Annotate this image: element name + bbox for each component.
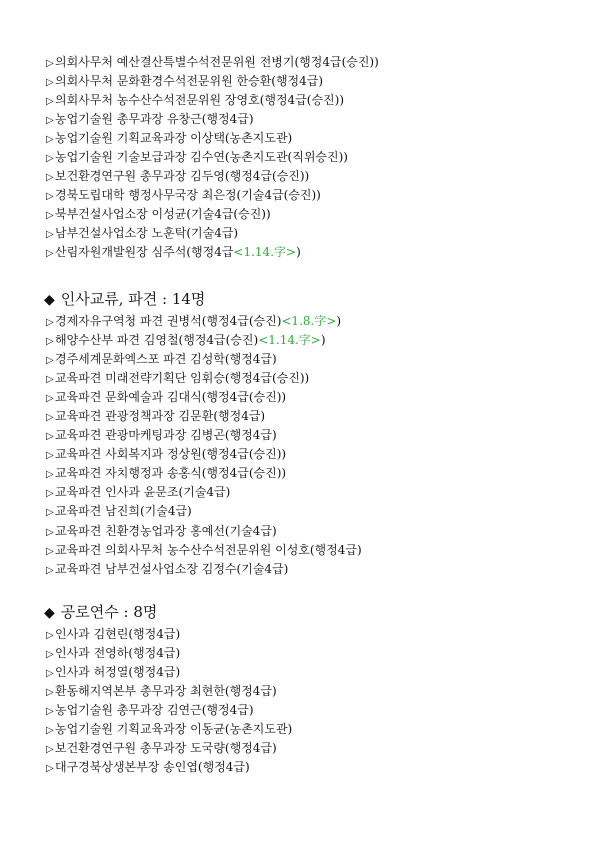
list-item-text: 인사과 전영하(행정4급) bbox=[55, 646, 181, 661]
triangle-bullet-icon: ▷ bbox=[46, 355, 54, 367]
list-item-text: 산림자원개발원장 심주석(행정4급 bbox=[55, 245, 234, 260]
list-item-text: 교육파견 인사과 윤문조(기술4급) bbox=[55, 485, 231, 500]
list-item-text: 인사과 김현린(행정4급) bbox=[55, 627, 181, 641]
list-item bbox=[46, 332, 362, 348]
triangle-bullet-icon: ▷ bbox=[46, 191, 54, 203]
triangle-bullet-icon: ▷ bbox=[46, 248, 54, 260]
list-item bbox=[46, 225, 379, 241]
triangle-bullet-icon: ▷ bbox=[46, 630, 54, 641]
list-item bbox=[46, 130, 379, 146]
list-item bbox=[46, 561, 362, 577]
personnel-list-promotions bbox=[46, 54, 379, 264]
list-item-text: 농업기술원 기술보급과장 김수연(농촌지도관(직위승진)) bbox=[55, 150, 348, 165]
list-item-text: 교육파견 자치행정과 송홍식(행정4급(승진)) bbox=[55, 466, 287, 481]
list-item bbox=[46, 740, 292, 756]
section-heading-retire bbox=[44, 601, 157, 622]
list-item bbox=[46, 389, 362, 405]
list-item bbox=[46, 503, 362, 519]
list-item-text: 경제자유구역청 파견 권병석(행정4급(승진) bbox=[55, 314, 282, 328]
date-note: <1.14.字> bbox=[233, 245, 297, 260]
triangle-bullet-icon: ▷ bbox=[46, 134, 54, 146]
triangle-bullet-icon: ▷ bbox=[46, 706, 54, 718]
list-item bbox=[46, 149, 379, 165]
personnel-list-exchange bbox=[46, 313, 362, 580]
list-item-text: 북부건설사업소장 이성균(기술4급(승진)) bbox=[55, 207, 271, 222]
list-item bbox=[46, 759, 292, 775]
list-item-text: 농업기술원 총무과장 김연근(행정4급) bbox=[55, 703, 254, 718]
triangle-bullet-icon: ▷ bbox=[46, 393, 54, 405]
list-item-text: 의회사무처 문화환경수석전문위원 한승환(행정4급) bbox=[55, 74, 324, 89]
diamond-bullet-icon: ◆ bbox=[44, 605, 55, 621]
list-item bbox=[46, 54, 379, 70]
list-item bbox=[46, 484, 362, 500]
date-note: <1.14.字> bbox=[258, 333, 321, 348]
triangle-bullet-icon: ▷ bbox=[46, 450, 54, 462]
list-item bbox=[46, 244, 379, 260]
list-item bbox=[46, 523, 362, 539]
list-item bbox=[46, 542, 362, 558]
list-item bbox=[46, 206, 379, 222]
list-item bbox=[46, 408, 362, 424]
list-item bbox=[46, 626, 292, 642]
triangle-bullet-icon: ▷ bbox=[46, 668, 54, 680]
list-item-text: 환동해지역본부 총무과장 최현한(행정4급) bbox=[55, 684, 277, 699]
triangle-bullet-icon: ▷ bbox=[46, 153, 54, 165]
list-item bbox=[46, 351, 362, 367]
triangle-bullet-icon: ▷ bbox=[46, 564, 54, 576]
triangle-bullet-icon: ▷ bbox=[46, 412, 54, 424]
triangle-bullet-icon: ▷ bbox=[46, 725, 54, 737]
list-item-text: 교육파견 남진희(기술4급) bbox=[55, 504, 192, 519]
list-item bbox=[46, 446, 362, 462]
list-item bbox=[46, 702, 292, 718]
list-item bbox=[46, 73, 379, 89]
triangle-bullet-icon: ▷ bbox=[46, 763, 54, 775]
list-item-text: 농업기술원 기획교육과장 이동균(농촌지도관) bbox=[55, 722, 293, 737]
list-item bbox=[46, 92, 379, 108]
list-item bbox=[46, 111, 379, 127]
diamond-bullet-icon: ◆ bbox=[44, 292, 55, 308]
section-heading-exchange bbox=[44, 288, 205, 309]
closing-paren: ) bbox=[336, 314, 342, 328]
list-item bbox=[46, 683, 292, 699]
triangle-bullet-icon: ▷ bbox=[46, 526, 54, 538]
list-item-text: 남부건설사업소장 노훈탁(기술4급) bbox=[55, 226, 239, 241]
list-item bbox=[46, 168, 379, 184]
list-item-text: 교육파견 친환경농업과장 홍예선(기술4급) bbox=[55, 523, 277, 538]
list-item bbox=[46, 721, 292, 737]
triangle-bullet-icon: ▷ bbox=[46, 77, 54, 89]
date-note: <1.8.字> bbox=[281, 314, 337, 328]
list-item-text: 교육파견 남부건설사업소장 김정수(기술4급) bbox=[55, 561, 289, 576]
triangle-bullet-icon: ▷ bbox=[46, 469, 54, 481]
closing-paren: ) bbox=[320, 333, 326, 348]
list-item-text: 의회사무처 예산결산특별수석전문위원 전병기(행정4급(승진)) bbox=[55, 55, 379, 69]
triangle-bullet-icon: ▷ bbox=[46, 115, 54, 127]
personnel-list-retire bbox=[46, 626, 292, 778]
list-item-text: 보건환경연구원 총무과장 도국량(행정4급) bbox=[55, 741, 277, 756]
list-item-text: 교육파견 미래전략기획단 임휘승(행정4급(승진)) bbox=[55, 371, 310, 386]
list-item bbox=[46, 465, 362, 481]
list-item-text: 대구경북상생본부장 송인엽(행정4급) bbox=[55, 760, 250, 775]
triangle-bullet-icon: ▷ bbox=[46, 545, 54, 557]
list-item-text: 교육파견 문화예술과 김대식(행정4급(승진)) bbox=[55, 390, 287, 405]
triangle-bullet-icon: ▷ bbox=[46, 687, 54, 699]
list-item bbox=[46, 645, 292, 661]
list-item-text: 경북도립대학 행정사무국장 최은정(기술4급(승진)) bbox=[55, 188, 321, 203]
list-item-text: 교육파견 관광정책과장 김문환(행정4급) bbox=[55, 409, 266, 424]
list-item bbox=[46, 187, 379, 203]
triangle-bullet-icon: ▷ bbox=[46, 317, 54, 328]
list-item bbox=[46, 313, 362, 329]
triangle-bullet-icon: ▷ bbox=[46, 229, 54, 241]
triangle-bullet-icon: ▷ bbox=[46, 744, 54, 756]
list-item-text: 농업기술원 기획교육과장 이상택(농촌지도관) bbox=[55, 131, 293, 146]
list-item-text: 교육파견 의회사무처 농수산수석전문위원 이성호(행정4급) bbox=[55, 542, 362, 557]
list-item bbox=[46, 664, 292, 680]
triangle-bullet-icon: ▷ bbox=[46, 96, 54, 108]
triangle-bullet-icon: ▷ bbox=[46, 488, 54, 500]
list-item-text: 의회사무처 농수산수석전문위원 장영호(행정4급(승진)) bbox=[55, 93, 345, 108]
list-item-text: 교육파견 관광마케팅과장 김병곤(행정4급) bbox=[55, 428, 277, 443]
triangle-bullet-icon: ▷ bbox=[46, 374, 54, 386]
list-item-text: 인사과 허정열(행정4급) bbox=[55, 665, 181, 680]
list-item bbox=[46, 427, 362, 443]
triangle-bullet-icon: ▷ bbox=[46, 58, 54, 69]
list-item-text: 교육파견 사회복지과 정상원(행정4급(승진)) bbox=[55, 447, 287, 462]
section-title-retire: 공로연수 : 8명 bbox=[60, 603, 158, 621]
list-item-text: 농업기술원 총무과장 유창근(행정4급) bbox=[55, 112, 254, 127]
triangle-bullet-icon: ▷ bbox=[46, 431, 54, 443]
list-item bbox=[46, 370, 362, 386]
triangle-bullet-icon: ▷ bbox=[46, 649, 54, 661]
list-item-text: 보건환경연구원 총무과장 김두영(행정4급(승진)) bbox=[55, 169, 310, 184]
triangle-bullet-icon: ▷ bbox=[46, 172, 54, 184]
triangle-bullet-icon: ▷ bbox=[46, 336, 54, 348]
triangle-bullet-icon: ▷ bbox=[46, 210, 54, 222]
list-item-text: 경주세계문화엑스포 파견 김성학(행정4급) bbox=[55, 352, 277, 367]
list-item-text: 해양수산부 파견 김영철(행정4급(승진) bbox=[55, 333, 259, 348]
triangle-bullet-icon: ▷ bbox=[46, 507, 54, 519]
closing-paren: ) bbox=[296, 245, 301, 260]
section-title-exchange: 인사교류, 파견 : 14명 bbox=[60, 290, 206, 308]
